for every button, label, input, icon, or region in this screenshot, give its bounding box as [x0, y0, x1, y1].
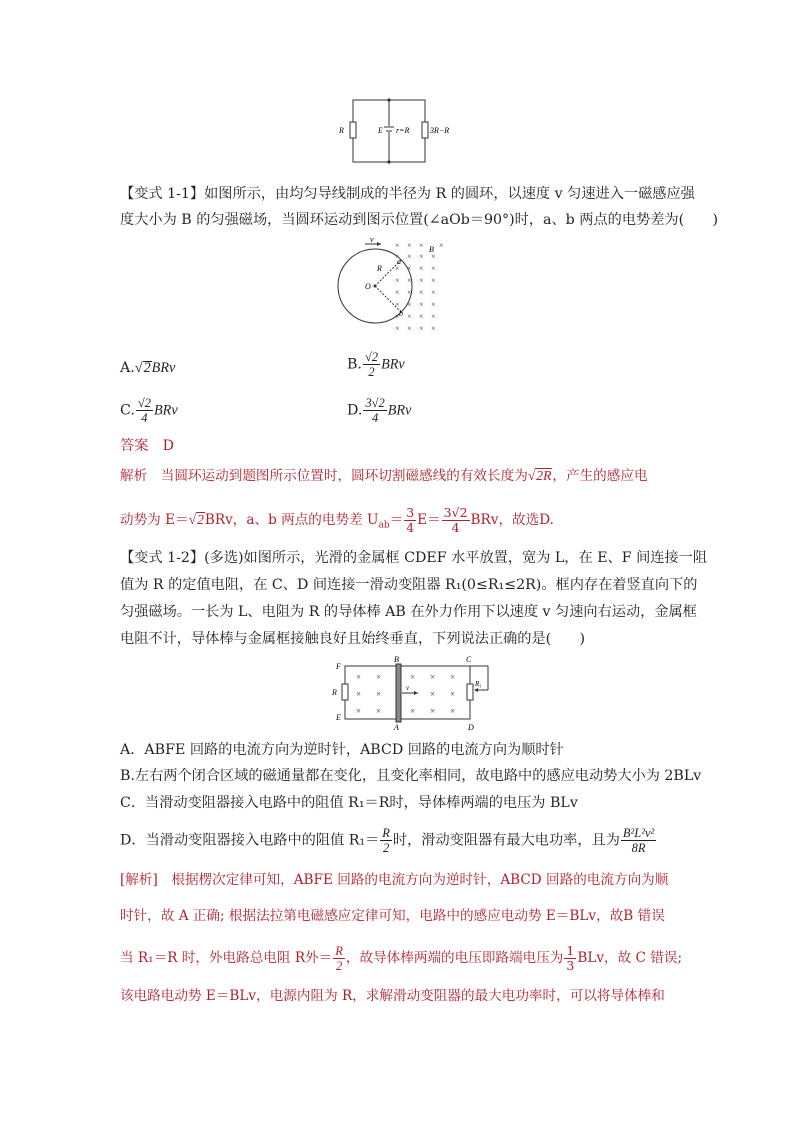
svg-text:×: ×	[407, 300, 412, 309]
svg-text:×: ×	[431, 312, 436, 321]
v12-option-a: A．ABFE 回路的电流方向为逆时针，ABCD 回路的电流方向为顺时针	[120, 742, 564, 758]
field-crosses	[395, 241, 444, 333]
svg-text:×: ×	[395, 264, 400, 273]
v12-line3: 匀强磁场。一长为 L、电阻为 R 的导体棒 AB 在外力作用下以速度 v 匀速向右运动，金属框	[120, 604, 697, 620]
svg-text:×: ×	[431, 300, 436, 309]
v11-line2: 度大小为 B 的匀强磁场，当圆环运动到图示位置(∠aOb＝90°)时，a、b 两点的电势差为( )	[120, 212, 719, 228]
v11-answer: 答案 D	[120, 438, 174, 454]
label-R: R	[377, 264, 382, 273]
label-r: r=R	[396, 126, 410, 135]
v12-explanation-line3: 当 R₁＝R 时，外电路总电阻 R外＝ $\frac{R}{2}$ ，故导体棒两端的电压即路端电压为 $\frac{1}{3}$ BLv，故 C 错误;	[120, 943, 683, 973]
rail-circuit-diagram	[330, 654, 495, 734]
svg-text:×: ×	[376, 706, 382, 716]
v11-option-c: C. $\frac{√2}{4}$ BRv	[120, 396, 178, 425]
svg-text:×: ×	[407, 324, 412, 333]
svg-text:×: ×	[410, 706, 416, 716]
svg-text:×: ×	[395, 241, 400, 250]
svg-text:×: ×	[376, 672, 382, 682]
svg-text:B: B	[394, 655, 399, 664]
svg-text:×: ×	[395, 276, 400, 285]
svg-text:R: R	[332, 688, 337, 697]
svg-text:×: ×	[450, 706, 456, 716]
svg-text:×: ×	[395, 324, 400, 333]
svg-text:×: ×	[419, 312, 424, 321]
svg-text:×: ×	[419, 288, 424, 297]
v11-explanation-line1: 解析 当圆环运动到题图所示位置时，圆环切割磁感线的有效长度为√2R，产生的感应电	[120, 468, 648, 484]
ring-field-diagram	[335, 236, 455, 336]
rail-crosses	[356, 672, 455, 716]
v12-option-c: C．当滑动变阻器接入电路中的阻值 R₁＝R时，导体棒两端的电压为 BLv	[120, 795, 578, 811]
svg-text:×: ×	[439, 241, 444, 250]
v12-explanation-line2: 时针，故 A 正确; 根据法拉第电磁感应定律可知，电路中的感应电动势 E＝BLv，故B 错误	[120, 908, 665, 924]
circuit-diagram-top	[330, 92, 460, 172]
v11-line1: 【变式 1-1】如图所示，由均匀导线制成的半径为 R 的圆环，以速度 v 匀速进入一磁感应强	[120, 186, 695, 202]
svg-text:×: ×	[430, 672, 436, 682]
svg-text:A: A	[394, 723, 399, 732]
svg-text:×: ×	[407, 252, 412, 261]
svg-text:×: ×	[407, 288, 412, 297]
svg-text:×: ×	[450, 689, 456, 699]
svg-text:×: ×	[356, 689, 362, 699]
svg-text:×: ×	[431, 264, 436, 273]
svg-text:×: ×	[410, 672, 416, 682]
svg-text:×: ×	[419, 252, 424, 261]
label-e: E	[378, 126, 383, 135]
svg-text:×: ×	[419, 264, 424, 273]
v12-line4: 电阻不计，导体棒与金属框接触良好且始终垂直，下列说法正确的是( )	[120, 631, 586, 647]
label-a: a	[397, 257, 401, 266]
svg-text:×: ×	[407, 312, 412, 321]
svg-text:×: ×	[431, 252, 436, 261]
svg-text:×: ×	[450, 672, 456, 682]
label-O: O	[365, 282, 371, 291]
svg-text:×: ×	[407, 264, 412, 273]
svg-text:E: E	[336, 713, 341, 722]
v11-option-b: B. $\frac{√2}{2}$ BRv	[347, 350, 405, 379]
svg-text:×: ×	[431, 288, 436, 297]
svg-text:×: ×	[395, 288, 400, 297]
v12-explanation-line4: 该电路电动势 E＝BLv，电源内阻为 R，求解滑动变阻器的最大电功率时，可以将导体棒和	[120, 988, 665, 1004]
label-B: B	[429, 245, 434, 254]
v11-explanation-line2: 动势为 E＝√2BRv，a、b 两点的电势差 $U_{ab}=$ $\frac{3}{4}$ E＝ $\frac{3√2}{4}$ BRv，故选D.	[120, 505, 554, 535]
svg-text:×: ×	[356, 672, 362, 682]
v11-option-a: A.√2BRv	[120, 360, 176, 376]
svg-text:×: ×	[356, 706, 362, 716]
label-r1: R	[339, 126, 344, 135]
v12-option-d: D．当滑动变阻器接入电路中的阻值 R₁＝ $\frac{R}{2}$ 时，滑动变阻器有最大电功率，且为 $\frac{\text{B²L²v²}}{8R}$	[120, 826, 655, 855]
v11-option-d: D. $\frac{3√2}{4}$ BRv	[347, 396, 412, 425]
v12-explanation-line1: [解析] 根据楞次定律可知，ABFE 回路的电流方向为逆时针，ABCD 回路的电流方向为顺	[120, 872, 669, 888]
svg-text:×: ×	[419, 241, 424, 250]
svg-text:×: ×	[395, 312, 400, 321]
svg-text:×: ×	[430, 706, 436, 716]
svg-text:F: F	[336, 662, 341, 671]
svg-text:×: ×	[376, 689, 382, 699]
svg-text:×: ×	[430, 689, 436, 699]
svg-text:×: ×	[431, 324, 436, 333]
v12-option-b: B.左右两个闭合区域的磁通量都在变化，且变化率相同，故电路中的感应电动势大小为 2BLv	[120, 768, 702, 784]
svg-text:R₁: R₁	[475, 680, 482, 688]
svg-text:×: ×	[395, 300, 400, 309]
svg-text:×: ×	[419, 324, 424, 333]
svg-text:×: ×	[407, 241, 412, 250]
v12-line1: 【变式 1-2】(多选)如图所示，光滑的金属框 CDEF 水平放置，宽为 L，在 E、F 间连接一阻	[120, 550, 708, 566]
v12-line2: 值为 R 的定值电阻，在 C、D 间连接一滑动变阻器 R₁(0≤R₁≤2R)。框内存在着竖直向下的	[120, 577, 698, 593]
svg-text:×: ×	[407, 276, 412, 285]
svg-text:×: ×	[419, 276, 424, 285]
svg-text:D: D	[468, 723, 474, 732]
svg-text:v: v	[406, 684, 410, 692]
svg-text:×: ×	[395, 252, 400, 261]
label-b: b	[399, 309, 403, 318]
svg-text:×: ×	[419, 300, 424, 309]
label-3r: 3R−R	[430, 126, 450, 135]
label-v: v	[370, 236, 374, 244]
svg-text:×: ×	[431, 276, 436, 285]
svg-text:C: C	[466, 655, 472, 664]
